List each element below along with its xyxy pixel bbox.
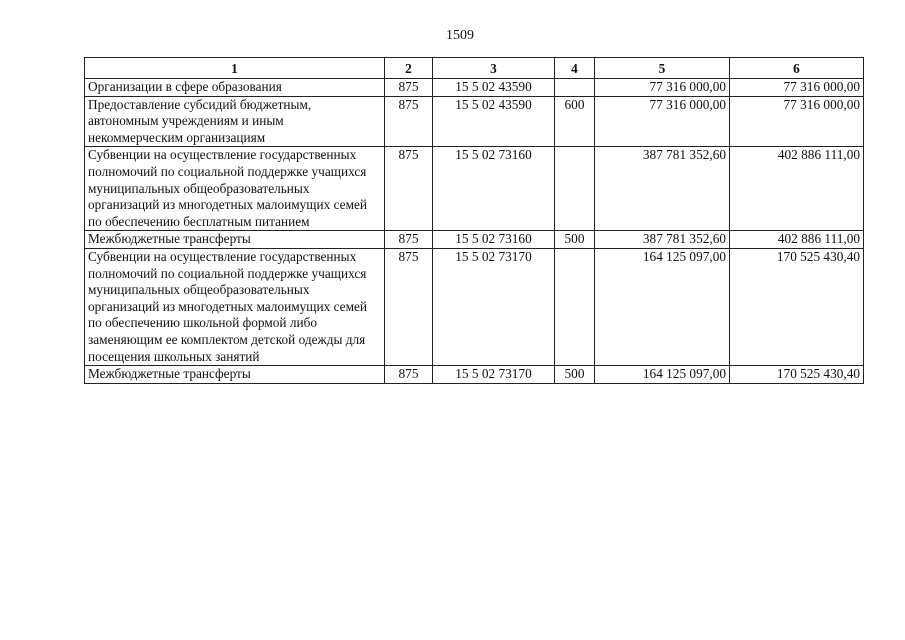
row-sum-2: 170 525 430,40 [730, 248, 864, 365]
header-col-3: 3 [433, 58, 555, 79]
row-vr [555, 147, 595, 231]
row-sum-2: 77 316 000,00 [730, 96, 864, 147]
row-name: Субвенции на осуществление государственных полномочий по социальной поддержке учащихся муниципальных общеобразовательных организаций из многодетных малоимущих семей по обеспечению бесплатным питанием [85, 147, 385, 231]
page-number: 1509 [446, 28, 474, 43]
row-vr: 500 [555, 366, 595, 384]
table-row [85, 96, 864, 147]
row-code: 15 5 02 43590 [433, 79, 555, 97]
header-col-6: 6 [730, 58, 864, 79]
header-col-5: 5 [595, 58, 730, 79]
row-sum-1: 164 125 097,00 [595, 248, 730, 365]
row-vr: 600 [555, 96, 595, 147]
row-grbs: 875 [385, 79, 433, 97]
table-row [85, 248, 864, 365]
table-row [85, 147, 864, 231]
row-sum-2: 170 525 430,40 [730, 366, 864, 384]
row-sum-1: 77 316 000,00 [595, 96, 730, 147]
row-code: 15 5 02 73170 [433, 248, 555, 365]
table-row [85, 231, 864, 249]
header-col-1: 1 [85, 58, 385, 79]
row-sum-1: 77 316 000,00 [595, 79, 730, 97]
row-name: Организации в сфере образования [85, 79, 385, 97]
table-row [85, 366, 864, 384]
table-header-row [85, 58, 864, 79]
row-code: 15 5 02 43590 [433, 96, 555, 147]
row-grbs: 875 [385, 366, 433, 384]
row-code: 15 5 02 73160 [433, 147, 555, 231]
row-sum-2: 402 886 111,00 [730, 231, 864, 249]
row-name: Субвенции на осуществление государственных полномочий по социальной поддержке учащихся муниципальных общеобразовательных организаций из многодетных малоимущих семей по обеспечению школьной формой либо заменяющим ее комплектом детской одежды для посещения школьных занятий [85, 248, 385, 365]
row-grbs: 875 [385, 231, 433, 249]
row-vr [555, 79, 595, 97]
row-sum-2: 402 886 111,00 [730, 147, 864, 231]
row-grbs: 875 [385, 147, 433, 231]
row-code: 15 5 02 73170 [433, 366, 555, 384]
row-code: 15 5 02 73160 [433, 231, 555, 249]
budget-table [84, 57, 864, 384]
row-name: Межбюджетные трансферты [85, 366, 385, 384]
table-row [85, 79, 864, 97]
row-sum-1: 164 125 097,00 [595, 366, 730, 384]
row-sum-1: 387 781 352,60 [595, 147, 730, 231]
row-grbs: 875 [385, 96, 433, 147]
row-name: Предоставление субсидий бюджетным, автономным учреждениям и иным некоммерческим организациям [85, 96, 385, 147]
header-col-2: 2 [385, 58, 433, 79]
row-sum-1: 387 781 352,60 [595, 231, 730, 249]
row-sum-2: 77 316 000,00 [730, 79, 864, 97]
row-grbs: 875 [385, 248, 433, 365]
header-col-4: 4 [555, 58, 595, 79]
row-name: Межбюджетные трансферты [85, 231, 385, 249]
row-vr: 500 [555, 231, 595, 249]
row-vr [555, 248, 595, 365]
